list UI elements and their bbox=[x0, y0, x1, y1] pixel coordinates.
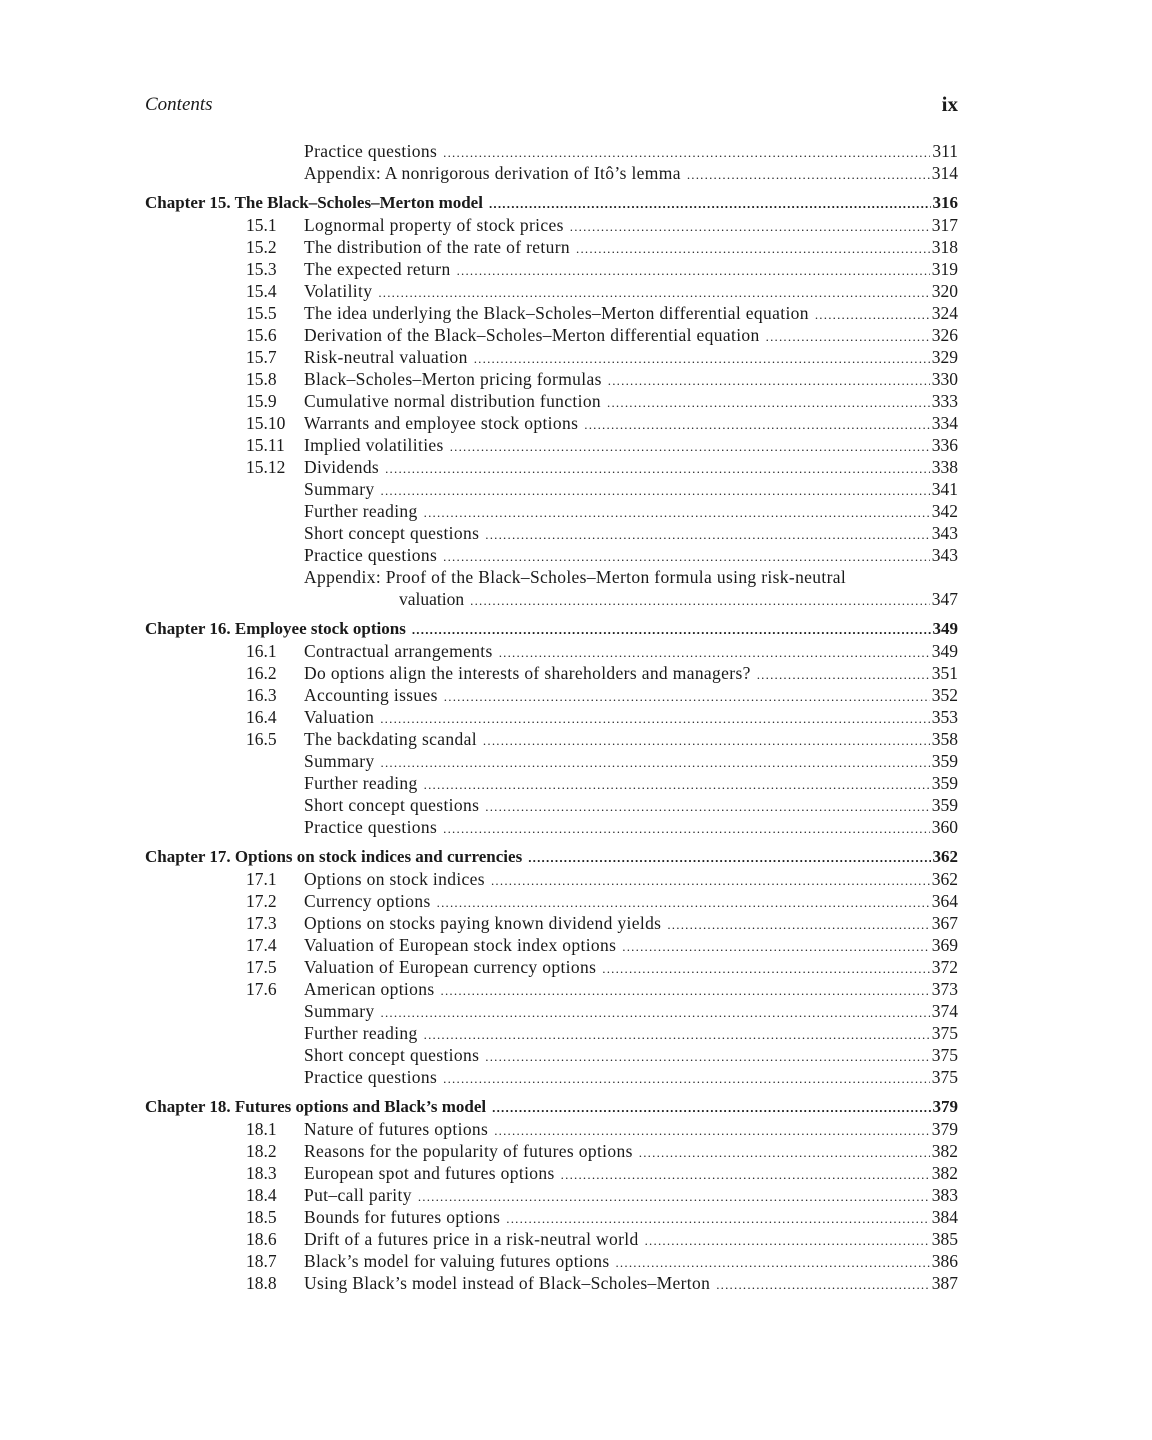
entry-line bbox=[304, 544, 958, 568]
dot-leader bbox=[622, 936, 929, 958]
entry-title: Practice questions bbox=[304, 817, 438, 837]
entry-line bbox=[304, 302, 958, 326]
dot-leader bbox=[381, 1002, 930, 1024]
toc-entry[interactable] bbox=[145, 566, 958, 588]
entry-title: Valuation of European stock index options bbox=[304, 935, 617, 955]
entry-title: Volatility bbox=[304, 281, 373, 301]
toc-entry[interactable] bbox=[145, 890, 958, 912]
dot-leader bbox=[757, 664, 930, 686]
entry-page-number: 375 bbox=[931, 1045, 958, 1065]
entry-title: Short concept questions bbox=[304, 523, 480, 543]
entry-line bbox=[304, 1206, 958, 1230]
toc-entry[interactable] bbox=[145, 346, 958, 368]
entry-page-number: 319 bbox=[931, 259, 958, 279]
dot-leader bbox=[418, 1186, 930, 1208]
entry-page-number: 347 bbox=[931, 589, 958, 609]
toc-section bbox=[145, 140, 958, 184]
section-number: 15.9 bbox=[246, 391, 277, 411]
entry-page-number: 343 bbox=[931, 523, 958, 543]
dot-leader bbox=[443, 818, 930, 840]
toc-entry[interactable] bbox=[145, 662, 958, 684]
toc-entry[interactable] bbox=[145, 258, 958, 280]
toc-section bbox=[145, 846, 958, 1088]
entry-title: Black’s model for valuing futures options bbox=[304, 1251, 610, 1271]
entry-page-number: 383 bbox=[931, 1185, 958, 1205]
entry-page-number: 374 bbox=[931, 1001, 958, 1021]
entry-page-number: 320 bbox=[931, 281, 958, 301]
entry-line bbox=[304, 1140, 958, 1164]
dot-leader bbox=[766, 326, 930, 348]
section-number: 16.4 bbox=[246, 707, 277, 727]
entry-page-number: 362 bbox=[931, 869, 958, 889]
dot-leader bbox=[443, 142, 930, 164]
dot-leader bbox=[491, 870, 930, 892]
entry-title: Put–call parity bbox=[304, 1185, 412, 1205]
section-number: 15.3 bbox=[246, 259, 277, 279]
entry-line bbox=[304, 750, 958, 774]
entry-line bbox=[304, 434, 958, 458]
entry-line bbox=[304, 478, 958, 502]
entry-title: Chapter 16. Employee stock options bbox=[145, 619, 406, 638]
dot-leader bbox=[444, 686, 930, 708]
entry-title: Summary bbox=[304, 1001, 375, 1021]
entry-page-number: 314 bbox=[931, 163, 958, 183]
entry-title: Warrants and employee stock options bbox=[304, 413, 579, 433]
dot-leader bbox=[584, 414, 930, 436]
entry-page-number: 341 bbox=[931, 479, 958, 499]
entry-line bbox=[304, 1044, 958, 1068]
entry-page-number: 333 bbox=[931, 391, 958, 411]
entry-title: Chapter 15. The Black–Scholes–Merton model bbox=[145, 193, 483, 212]
dot-leader bbox=[687, 164, 930, 186]
entry-title: Accounting issues bbox=[304, 685, 438, 705]
entry-page-number: 329 bbox=[931, 347, 958, 367]
entry-title: Using Black’s model instead of Black–Scholes–Merton bbox=[304, 1273, 711, 1293]
entry-page-number: 316 bbox=[932, 193, 958, 212]
entry-line bbox=[304, 236, 958, 260]
toc-chapter-entry[interactable] bbox=[145, 618, 958, 640]
toc-entry[interactable] bbox=[145, 912, 958, 934]
entry-line bbox=[304, 728, 958, 752]
entry-title: Chapter 17. Options on stock indices and currencies bbox=[145, 847, 523, 866]
entry-page-number: 375 bbox=[931, 1023, 958, 1043]
dot-leader bbox=[602, 958, 930, 980]
entry-line bbox=[304, 280, 958, 304]
section-number: 15.8 bbox=[246, 369, 277, 389]
section-number: 18.7 bbox=[246, 1251, 277, 1271]
section-number: 15.12 bbox=[246, 457, 286, 477]
dot-leader bbox=[561, 1164, 930, 1186]
entry-page-number: 359 bbox=[931, 795, 958, 815]
toc-entry[interactable] bbox=[145, 368, 958, 390]
entry-line bbox=[304, 868, 958, 892]
dot-leader bbox=[506, 1208, 930, 1230]
entry-line bbox=[304, 1162, 958, 1186]
section-number: 15.1 bbox=[246, 215, 277, 235]
entry-page-number: 349 bbox=[932, 619, 958, 638]
toc-entry[interactable] bbox=[145, 816, 958, 838]
entry-title: The idea underlying the Black–Scholes–Merton differential equation bbox=[304, 303, 809, 323]
section-number: 15.2 bbox=[246, 237, 277, 257]
section-number: 18.6 bbox=[246, 1229, 277, 1249]
section-number: 15.11 bbox=[246, 435, 285, 455]
entry-title: Further reading bbox=[304, 773, 418, 793]
page-number: ix bbox=[941, 92, 958, 116]
section-number: 18.8 bbox=[246, 1273, 277, 1293]
entry-line bbox=[304, 662, 958, 686]
entry-page-number: 387 bbox=[931, 1273, 958, 1293]
toc-entry[interactable] bbox=[145, 544, 958, 566]
entry-title: American options bbox=[304, 979, 435, 999]
dot-leader bbox=[443, 546, 930, 568]
dot-leader bbox=[378, 282, 929, 304]
entry-title: Practice questions bbox=[304, 1067, 438, 1087]
entry-line bbox=[145, 618, 958, 641]
entry-title: Options on stocks paying known dividend yields bbox=[304, 913, 662, 933]
dot-leader bbox=[615, 1252, 929, 1274]
toc-entry[interactable] bbox=[145, 868, 958, 890]
entry-title: Do options align the interests of shareholders and managers? bbox=[304, 663, 751, 683]
toc-entry[interactable] bbox=[145, 500, 958, 522]
entry-page-number: 359 bbox=[931, 751, 958, 771]
entry-title: Implied volatilities bbox=[304, 435, 444, 455]
toc-entry[interactable] bbox=[145, 390, 958, 412]
entry-page-number: 334 bbox=[931, 413, 958, 433]
toc-entry[interactable] bbox=[145, 772, 958, 794]
dot-leader bbox=[381, 480, 930, 502]
entry-title: Dividends bbox=[304, 457, 380, 477]
entry-line bbox=[304, 368, 958, 392]
entry-page-number: 318 bbox=[931, 237, 958, 257]
toc-entry[interactable] bbox=[145, 956, 958, 978]
toc-entry[interactable] bbox=[145, 412, 958, 434]
entry-line bbox=[304, 1022, 958, 1046]
section-number: 16.1 bbox=[246, 641, 277, 661]
toc-entry[interactable] bbox=[145, 280, 958, 302]
toc-entry[interactable] bbox=[145, 478, 958, 500]
toc-entry[interactable] bbox=[145, 1022, 958, 1044]
entry-page-number: 375 bbox=[931, 1067, 958, 1087]
dot-leader bbox=[483, 730, 930, 752]
entry-title: Cumulative normal distribution function bbox=[304, 391, 602, 411]
entry-title: Nature of futures options bbox=[304, 1119, 489, 1139]
entry-line bbox=[304, 162, 958, 186]
entry-title: Further reading bbox=[304, 501, 418, 521]
table-of-contents bbox=[145, 140, 958, 1294]
toc-chapter-entry[interactable] bbox=[145, 846, 958, 868]
dot-leader bbox=[667, 914, 929, 936]
entry-page-number: 360 bbox=[931, 817, 958, 837]
entry-title: Contractual arrangements bbox=[304, 641, 493, 661]
dot-leader bbox=[457, 260, 930, 282]
entry-page-number: 324 bbox=[931, 303, 958, 323]
entry-page-number: 379 bbox=[931, 1119, 958, 1139]
toc-entry[interactable] bbox=[145, 1044, 958, 1066]
running-header bbox=[145, 94, 958, 122]
entry-line bbox=[304, 772, 958, 796]
entry-title: Practice questions bbox=[304, 141, 438, 161]
entry-line bbox=[304, 1000, 958, 1024]
toc-entry[interactable] bbox=[145, 1066, 958, 1088]
toc-entry[interactable] bbox=[145, 728, 958, 750]
running-header-title: Contents bbox=[145, 94, 213, 115]
entry-line bbox=[304, 566, 958, 588]
entry-line bbox=[304, 706, 958, 730]
entry-page-number: 311 bbox=[932, 141, 958, 161]
entry-line bbox=[304, 1118, 958, 1142]
entry-line bbox=[304, 1184, 958, 1208]
toc-entry[interactable] bbox=[145, 750, 958, 772]
entry-line bbox=[304, 956, 958, 980]
entry-title: The distribution of the rate of return bbox=[304, 237, 570, 257]
entry-page-number: 326 bbox=[931, 325, 958, 345]
entry-title: valuation bbox=[399, 589, 465, 609]
entry-page-number: 352 bbox=[931, 685, 958, 705]
toc-entry[interactable] bbox=[145, 214, 958, 236]
entry-line bbox=[304, 500, 958, 524]
entry-line bbox=[304, 140, 958, 164]
toc-entry[interactable] bbox=[145, 522, 958, 544]
dot-leader bbox=[576, 238, 930, 260]
entry-line bbox=[304, 912, 958, 936]
section-number: 17.3 bbox=[246, 913, 277, 933]
toc-entry[interactable] bbox=[145, 684, 958, 706]
entry-title: Summary bbox=[304, 751, 375, 771]
entry-page-number: 336 bbox=[931, 435, 958, 455]
entry-title: Lognormal property of stock prices bbox=[304, 215, 564, 235]
entry-page-number: 353 bbox=[931, 707, 958, 727]
entry-line bbox=[304, 412, 958, 436]
entry-title: Summary bbox=[304, 479, 375, 499]
section-number: 15.6 bbox=[246, 325, 277, 345]
dot-leader bbox=[645, 1230, 930, 1252]
entry-title: Practice questions bbox=[304, 545, 438, 565]
toc-entry[interactable] bbox=[145, 934, 958, 956]
entry-line bbox=[304, 522, 958, 546]
entry-title: Reasons for the popularity of futures options bbox=[304, 1141, 633, 1161]
toc-chapter-entry[interactable] bbox=[145, 1096, 958, 1118]
entry-title: Drift of a futures price in a risk-neutral world bbox=[304, 1229, 639, 1249]
entry-line bbox=[304, 890, 958, 914]
dot-leader bbox=[385, 458, 930, 480]
entry-page-number: 367 bbox=[931, 913, 958, 933]
toc-entry[interactable] bbox=[145, 706, 958, 728]
dot-leader bbox=[381, 752, 930, 774]
toc-entry[interactable] bbox=[145, 1272, 958, 1294]
entry-title: Bounds for futures options bbox=[304, 1207, 501, 1227]
entry-line bbox=[304, 324, 958, 348]
section-number: 18.5 bbox=[246, 1207, 277, 1227]
entry-line bbox=[304, 1272, 958, 1296]
section-number: 15.7 bbox=[246, 347, 277, 367]
entry-line bbox=[304, 978, 958, 1002]
entry-page-number: 343 bbox=[931, 545, 958, 565]
section-number: 16.5 bbox=[246, 729, 277, 749]
section-number: 18.3 bbox=[246, 1163, 277, 1183]
section-number: 17.1 bbox=[246, 869, 277, 889]
toc-entry[interactable] bbox=[145, 456, 958, 478]
dot-leader bbox=[470, 590, 930, 612]
entry-title: Black–Scholes–Merton pricing formulas bbox=[304, 369, 602, 389]
entry-page-number: 330 bbox=[931, 369, 958, 389]
toc-entry[interactable] bbox=[145, 588, 958, 610]
section-number: 15.4 bbox=[246, 281, 277, 301]
entry-title: European spot and futures options bbox=[304, 1163, 555, 1183]
dot-leader bbox=[450, 436, 930, 458]
dot-leader bbox=[412, 619, 931, 641]
entry-line bbox=[145, 846, 958, 869]
entry-page-number: 386 bbox=[931, 1251, 958, 1271]
entry-page-number: 342 bbox=[931, 501, 958, 521]
dot-leader bbox=[607, 392, 930, 414]
entry-line bbox=[304, 1066, 958, 1090]
dot-leader bbox=[485, 796, 930, 818]
entry-page-number: 372 bbox=[931, 957, 958, 977]
entry-line bbox=[304, 794, 958, 818]
toc-entry[interactable] bbox=[145, 1206, 958, 1228]
dot-leader bbox=[528, 847, 930, 869]
section-number: 17.4 bbox=[246, 935, 277, 955]
entry-page-number: 349 bbox=[931, 641, 958, 661]
toc-entry[interactable] bbox=[145, 1250, 958, 1272]
toc-section bbox=[145, 192, 958, 610]
dot-leader bbox=[441, 980, 930, 1002]
entry-title: Short concept questions bbox=[304, 1045, 480, 1065]
entry-line bbox=[304, 934, 958, 958]
section-number: 17.5 bbox=[246, 957, 277, 977]
toc-chapter-entry[interactable] bbox=[145, 192, 958, 214]
dot-leader bbox=[570, 216, 930, 238]
toc-entry[interactable] bbox=[145, 1140, 958, 1162]
entry-title: Valuation bbox=[304, 707, 375, 727]
entry-title: Valuation of European currency options bbox=[304, 957, 597, 977]
entry-page-number: 358 bbox=[931, 729, 958, 749]
toc-entry[interactable] bbox=[145, 1162, 958, 1184]
dot-leader bbox=[639, 1142, 930, 1164]
toc-section bbox=[145, 1096, 958, 1294]
entry-title: Chapter 18. Futures options and Black’s model bbox=[145, 1097, 487, 1116]
toc-entry[interactable] bbox=[145, 978, 958, 1000]
section-number: 16.3 bbox=[246, 685, 277, 705]
dot-leader bbox=[716, 1274, 930, 1296]
entry-title: The expected return bbox=[304, 259, 451, 279]
toc-entry[interactable] bbox=[145, 302, 958, 324]
entry-line bbox=[304, 456, 958, 480]
section-number: 16.2 bbox=[246, 663, 277, 683]
entry-page-number: 369 bbox=[931, 935, 958, 955]
entry-line bbox=[304, 390, 958, 414]
entry-title: Appendix: Proof of the Black–Scholes–Merton formula using risk-neutral bbox=[304, 567, 847, 587]
toc-entry[interactable] bbox=[145, 640, 958, 662]
section-number: 17.2 bbox=[246, 891, 277, 911]
entry-page-number: 359 bbox=[931, 773, 958, 793]
entry-line bbox=[304, 1250, 958, 1274]
entry-line bbox=[145, 192, 958, 215]
toc-entry[interactable] bbox=[145, 1228, 958, 1250]
entry-page-number: 338 bbox=[931, 457, 958, 477]
entry-page-number: 384 bbox=[931, 1207, 958, 1227]
toc-entry[interactable] bbox=[145, 140, 958, 162]
dot-leader bbox=[443, 1068, 930, 1090]
entry-page-number: 382 bbox=[931, 1163, 958, 1183]
toc-entry[interactable] bbox=[145, 324, 958, 346]
dot-leader bbox=[474, 348, 930, 370]
entry-title: Further reading bbox=[304, 1023, 418, 1043]
entry-page-number: 364 bbox=[931, 891, 958, 911]
entry-page-number: 351 bbox=[931, 663, 958, 683]
toc-section bbox=[145, 618, 958, 838]
dot-leader bbox=[424, 1024, 930, 1046]
entry-line bbox=[304, 214, 958, 238]
entry-title: Appendix: A nonrigorous derivation of Itô’s lemma bbox=[304, 163, 681, 183]
entry-title: Short concept questions bbox=[304, 795, 480, 815]
section-number: 18.4 bbox=[246, 1185, 277, 1205]
entry-title: Currency options bbox=[304, 891, 431, 911]
toc-entry[interactable] bbox=[145, 162, 958, 184]
entry-line bbox=[304, 816, 958, 840]
dot-leader bbox=[489, 193, 931, 215]
entry-line bbox=[304, 258, 958, 282]
toc-entry[interactable] bbox=[145, 434, 958, 456]
toc-entry[interactable] bbox=[145, 794, 958, 816]
dot-leader bbox=[380, 708, 930, 730]
entry-line bbox=[304, 1228, 958, 1252]
entry-page-number: 362 bbox=[932, 847, 958, 866]
entry-line bbox=[304, 684, 958, 708]
section-number: 18.2 bbox=[246, 1141, 277, 1161]
dot-leader bbox=[485, 1046, 930, 1068]
entry-page-number: 379 bbox=[932, 1097, 958, 1116]
entry-title: Options on stock indices bbox=[304, 869, 485, 889]
toc-entry[interactable] bbox=[145, 236, 958, 258]
section-number: 18.1 bbox=[246, 1119, 277, 1139]
dot-leader bbox=[437, 892, 930, 914]
entry-title: Derivation of the Black–Scholes–Merton differential equation bbox=[304, 325, 760, 345]
toc-entry[interactable] bbox=[145, 1118, 958, 1140]
entry-title: Risk-neutral valuation bbox=[304, 347, 468, 367]
section-number: 17.6 bbox=[246, 979, 277, 999]
dot-leader bbox=[494, 1120, 930, 1142]
section-number: 15.10 bbox=[246, 413, 286, 433]
toc-entry[interactable] bbox=[145, 1184, 958, 1206]
dot-leader bbox=[424, 774, 930, 796]
dot-leader bbox=[485, 524, 930, 546]
section-number: 15.5 bbox=[246, 303, 277, 323]
entry-line bbox=[304, 640, 958, 664]
dot-leader bbox=[492, 1097, 930, 1119]
dot-leader bbox=[608, 370, 930, 392]
entry-line bbox=[145, 1096, 958, 1119]
entry-line bbox=[304, 346, 958, 370]
dot-leader bbox=[815, 304, 930, 326]
entry-page-number: 373 bbox=[931, 979, 958, 999]
entry-title: The backdating scandal bbox=[304, 729, 477, 749]
entry-line bbox=[399, 588, 958, 612]
entry-page-number: 385 bbox=[931, 1229, 958, 1249]
entry-page-number: 382 bbox=[931, 1141, 958, 1161]
entry-page-number: 317 bbox=[931, 215, 958, 235]
toc-entry[interactable] bbox=[145, 1000, 958, 1022]
dot-leader bbox=[499, 642, 930, 664]
dot-leader bbox=[424, 502, 930, 524]
